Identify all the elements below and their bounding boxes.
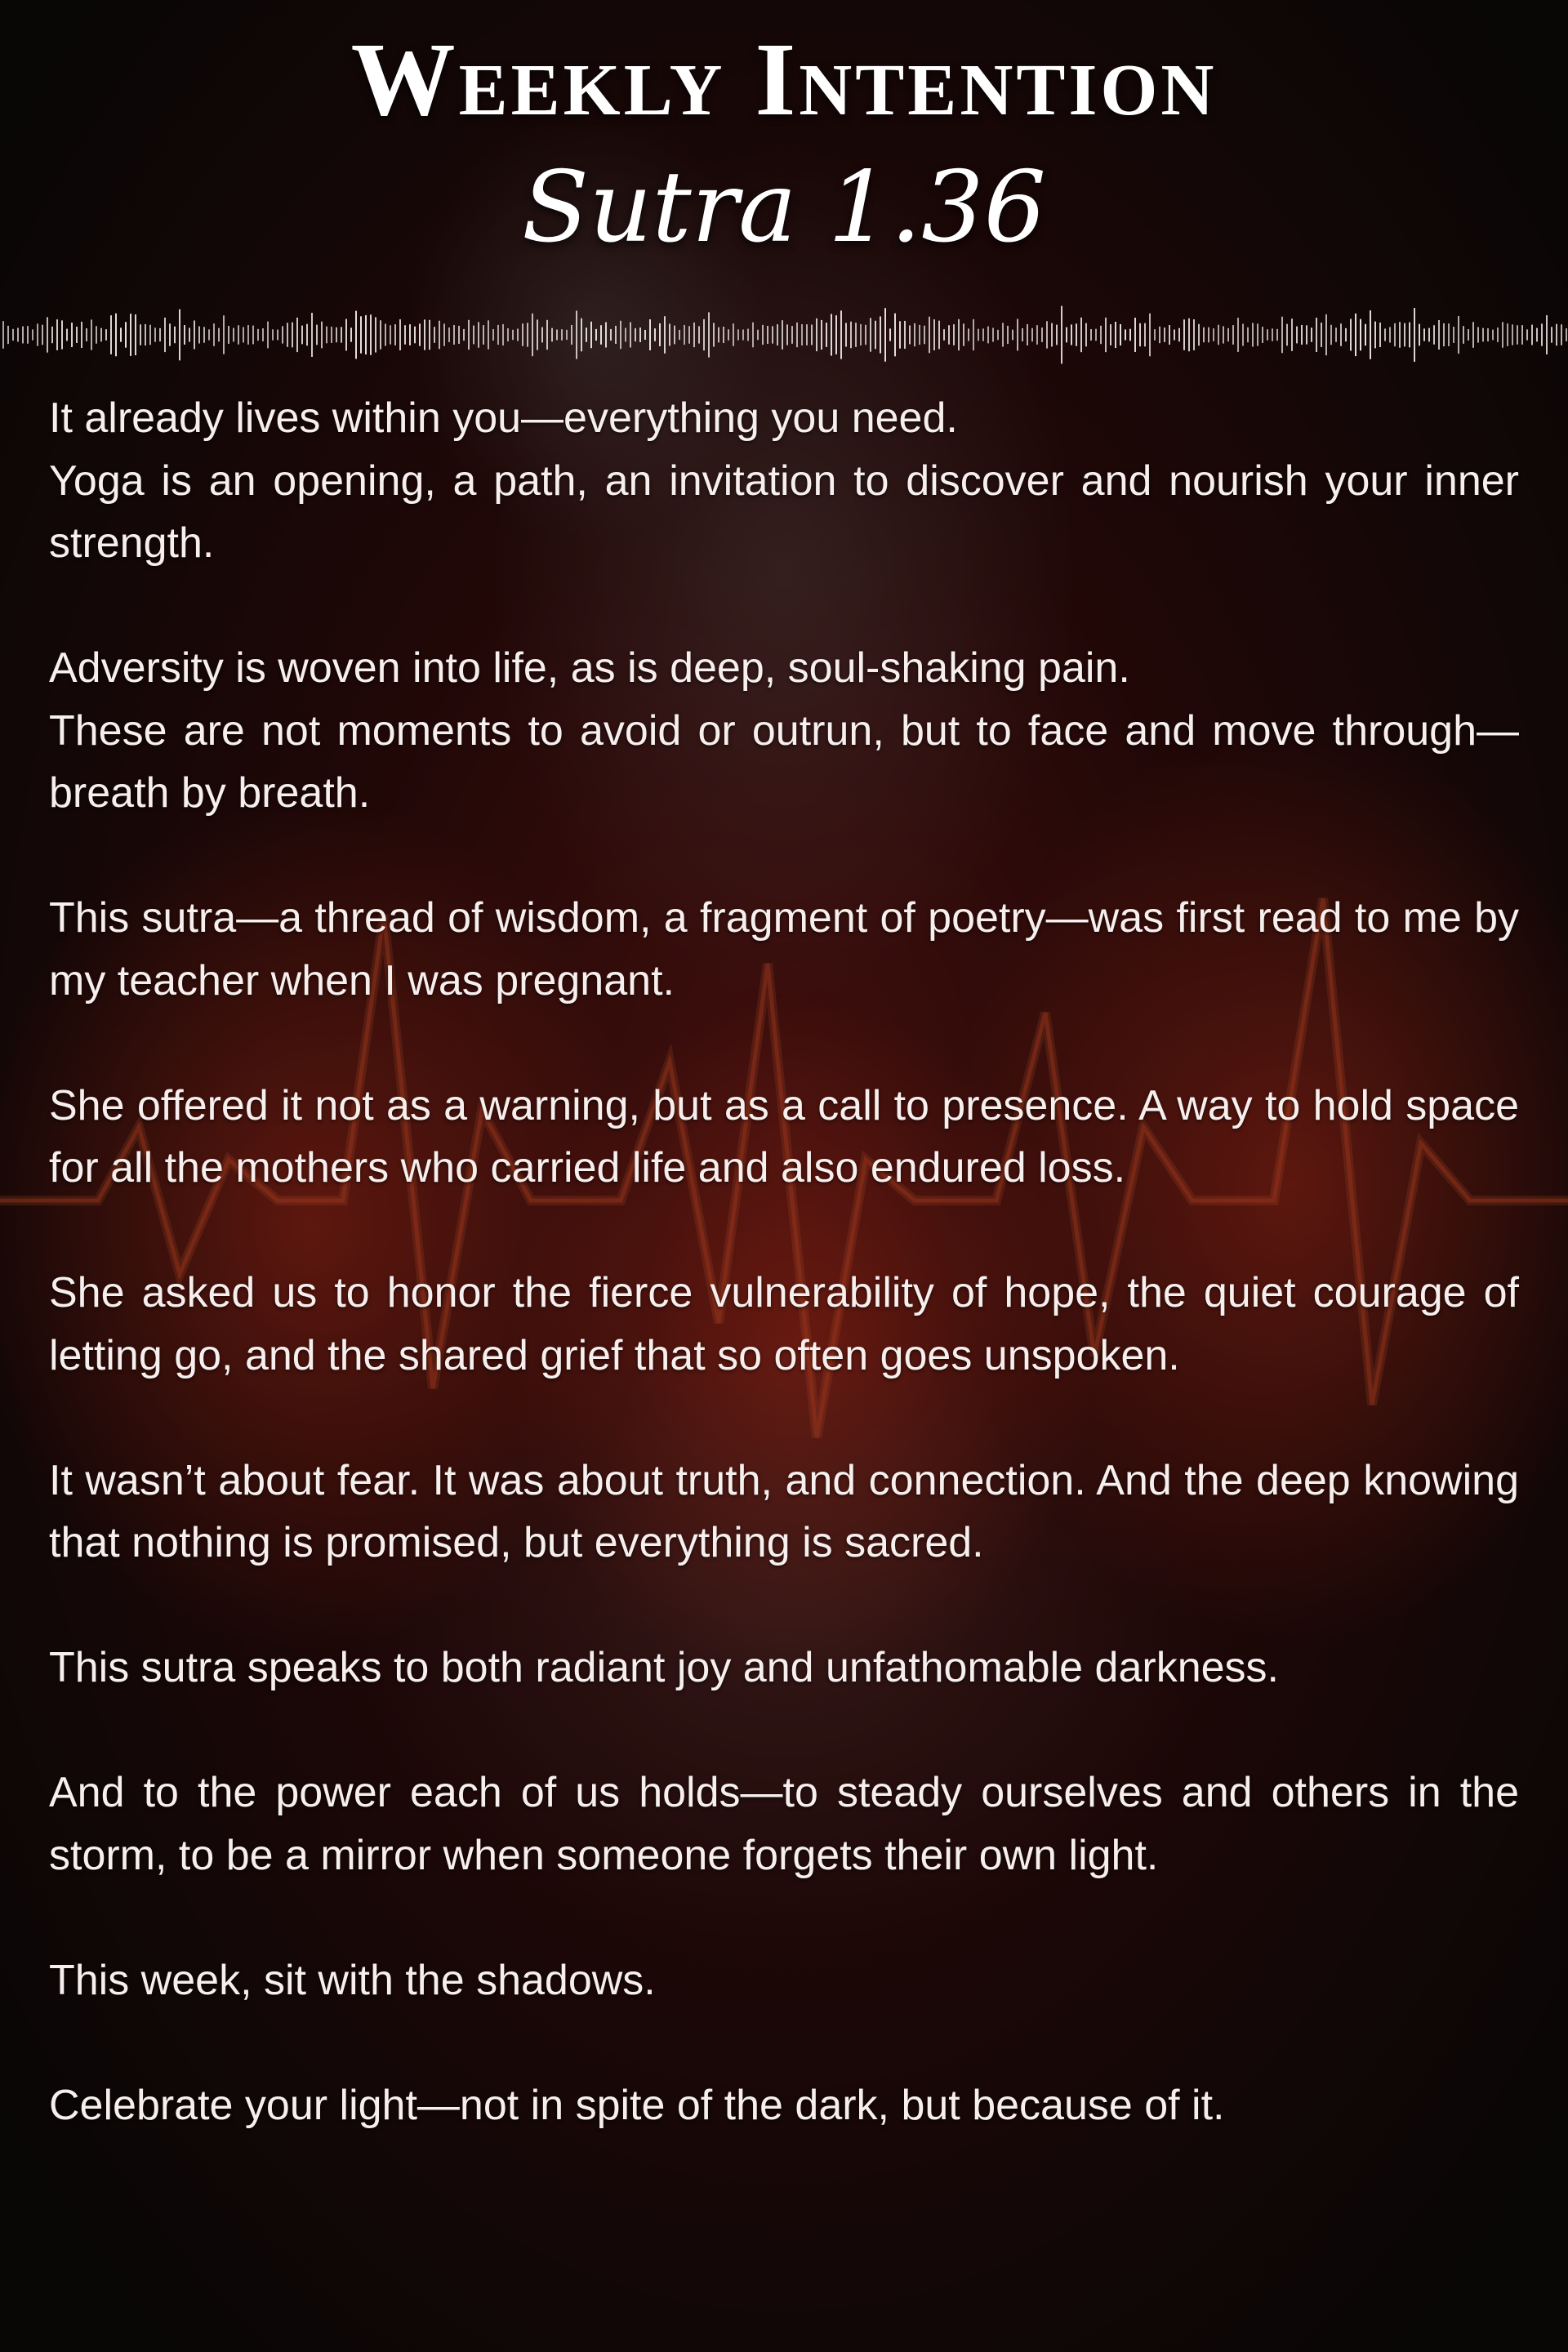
paragraph-line: Celebrate your light—not in spite of the dark, but because of it. xyxy=(49,2081,1225,2129)
paragraph-7 xyxy=(49,1637,1519,1699)
paragraph-line: She asked us to honor the fierce vulnerability of hope, the quiet courage of letting go, and the shared grief that so often goes unspoken. xyxy=(49,1269,1519,1379)
paragraph-line: Adversity is woven into life, as is deep, soul-shaking pain. xyxy=(49,644,1130,692)
paragraph-line: This sutra—a thread of wisdom, a fragment of poetry—was first read to me by my teacher when I was pregnant. xyxy=(49,894,1519,1004)
paragraph-line: These are not moments to avoid or outrun, but to face and move through—breath by breath. xyxy=(49,706,1519,817)
soundwave-divider xyxy=(0,294,1568,376)
paragraph-1 xyxy=(49,387,1519,575)
paragraph-line: This sutra speaks to both radiant joy and unfathomable darkness. xyxy=(49,1644,1279,1691)
paragraph-8 xyxy=(49,1762,1519,1886)
paragraph-line: And to the power each of us holds—to steady ourselves and others in the storm, to be a mirror when someone forgets their own light. xyxy=(49,1769,1519,1879)
paragraph-9 xyxy=(49,1949,1519,2012)
paragraph-line: This week, sit with the shadows. xyxy=(49,1956,656,2004)
paragraph-line: It wasn’t about fear. It was about truth, and connection. And the deep knowing that nothing is promised, but everything is sacred. xyxy=(49,1456,1519,1566)
paragraph-3 xyxy=(49,887,1519,1012)
paragraph-line: Yoga is an opening, a path, an invitation to discover and nourish your inner strength. xyxy=(49,457,1519,567)
paragraph-10 xyxy=(49,2074,1519,2137)
paragraph-line: She offered it not as a warning, but as a call to presence. A way to hold space for all the mothers who carried life and also endured loss. xyxy=(49,1081,1519,1192)
poster-subtitle: Sutra 1.36 xyxy=(522,151,1046,265)
paragraph-6 xyxy=(49,1450,1519,1575)
poster-title: Weekly Intention xyxy=(350,21,1218,137)
paragraph-line: It already lives within you—everything you need. xyxy=(49,394,958,442)
paragraph-2 xyxy=(49,637,1519,825)
paragraph-5 xyxy=(49,1262,1519,1387)
intention-body xyxy=(49,387,1519,2136)
paragraph-4 xyxy=(49,1075,1519,1200)
